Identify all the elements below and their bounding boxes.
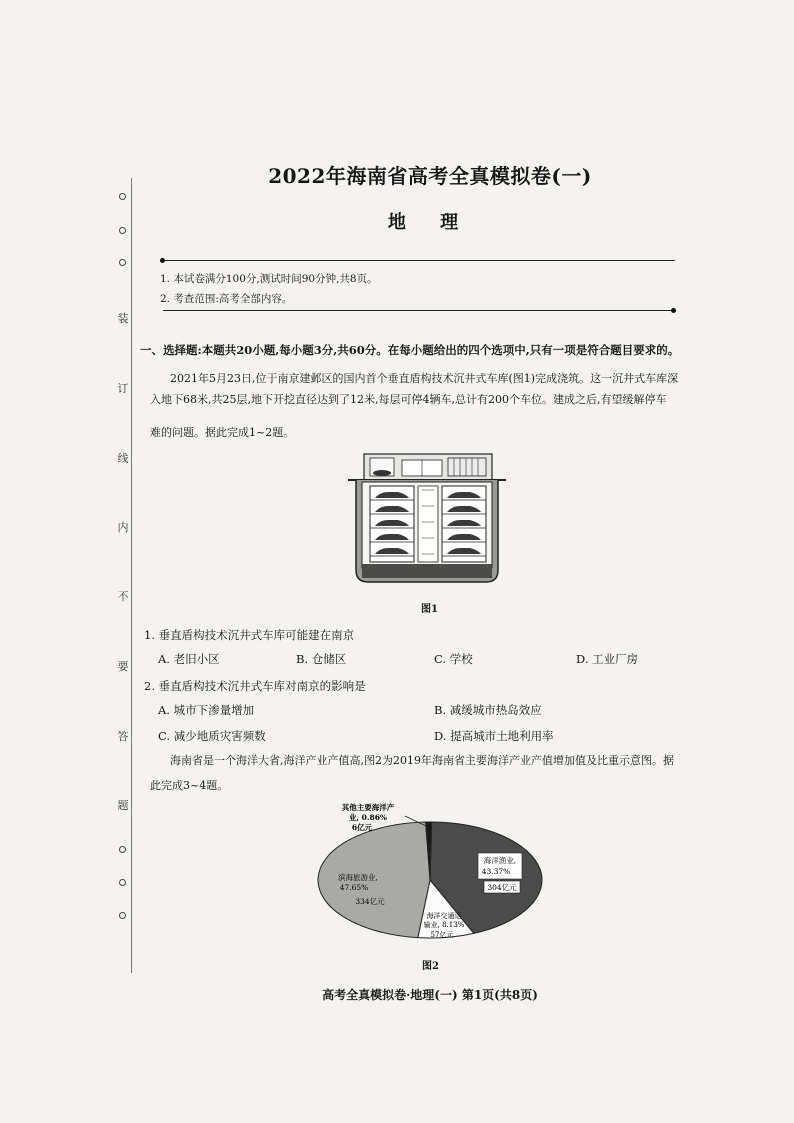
margin-mark-text: 内 (117, 521, 129, 534)
margin-circle (116, 912, 130, 919)
question-2-option[interactable]: D. 提高城市土地利用率 (434, 729, 554, 743)
margin-circle (116, 193, 130, 200)
margin-mark-text: 不 (117, 590, 129, 603)
note-line: 2. 考查范围:高考全部内容。 (160, 293, 293, 305)
slice-label-other-line1: 其他主要海洋产 (341, 803, 395, 812)
margin-mark-text: 订 (117, 382, 129, 395)
question-2-option[interactable]: A. 城市下渗量增加 (158, 703, 255, 717)
bottom-rule (163, 310, 673, 311)
top-rule (163, 260, 675, 261)
slice-label-tourism-line2: 47.65% (339, 883, 369, 892)
slice-label-transport-amount: 57亿元 (430, 931, 454, 939)
question-1-option[interactable]: B. 仓储区 (296, 652, 347, 666)
slice-label-transport-line2: 输业, 8.13% (423, 921, 465, 929)
margin-circle (116, 879, 130, 886)
passage-line: 2021年5月23日,位于南京建邺区的国内首个垂直盾构技术沉井式车库(图1)完成浇筑。这一沉井式车库深 (170, 372, 679, 385)
margin-mark-text: 题 (117, 799, 129, 812)
slice-label-tourism-amount: 334亿元 (355, 897, 385, 906)
note-line: 1. 本试卷满分100分,测试时间90分钟,共8页。 (160, 273, 378, 285)
margin-circle (116, 227, 130, 234)
slice-label-other-line2: 业, 0.86% (348, 813, 388, 822)
figure1-caption: 图1 (421, 604, 438, 615)
rule-dot (671, 308, 676, 313)
slice-label-fishery-line1: 海洋渔业, (483, 856, 517, 865)
margin-mark-text: 答 (117, 730, 129, 743)
margin-mark-text: 装 (117, 312, 129, 325)
question-1-option[interactable]: A. 老旧小区 (158, 652, 220, 666)
margin-mark-text: 线 (117, 452, 129, 465)
slice-label-fishery-line2: 43.37% (481, 867, 511, 876)
margin-mark-text: 要 (117, 660, 129, 673)
question-2-stem: 2. 垂直盾构技术沉井式车库对南京的影响是 (144, 679, 366, 693)
slice-label-fishery-amount: 304亿元 (487, 883, 517, 892)
pie-chart (300, 798, 560, 948)
garage-illustration (348, 448, 506, 586)
question-1-option[interactable]: C. 学校 (434, 652, 473, 666)
passage-line: 入地下68米,共25层,地下开挖直径达到了12米,每层可停4辆车,总计有200个车位。建成之后,有望缓解停车 (150, 393, 667, 406)
margin-circle (116, 259, 130, 266)
slice-label-other-amount: 6亿元 (351, 823, 373, 832)
page-footer: 高考全真模拟卷·地理(一) 第1页(共8页) (322, 988, 538, 1002)
binding-line (131, 178, 132, 973)
passage-line: 海南省是一个海洋大省,海洋产业产值高,图2为2019年海南省主要海洋产业产值增加值及比重示意图。据 (170, 754, 674, 767)
exam-title: 2022年海南省高考全真模拟卷(一) (268, 164, 592, 188)
passage-line: 此完成3~4题。 (150, 779, 229, 792)
question-1-stem: 1. 垂直盾构技术沉井式车库可能建在南京 (144, 628, 355, 642)
margin-circle (116, 846, 130, 853)
question-2-option[interactable]: B. 减缓城市热岛效应 (434, 703, 542, 717)
passage-line: 难的问题。据此完成1~2题。 (150, 426, 295, 439)
slice-label-transport-line1: 海洋交通运 (426, 912, 462, 920)
figure2-caption: 图2 (422, 961, 439, 972)
slice-label-tourism-line1: 滨海旅游业, (338, 873, 378, 882)
question-1-option[interactable]: D. 工业厂房 (576, 652, 639, 666)
section-heading: 一、选择题:本题共20小题,每小题3分,共60分。在每小题给出的四个选项中,只有一项是符合题目要求的。 (140, 343, 680, 357)
question-2-option[interactable]: C. 减少地质灾害频数 (158, 729, 266, 743)
subject-title: 地 理 (387, 212, 473, 233)
